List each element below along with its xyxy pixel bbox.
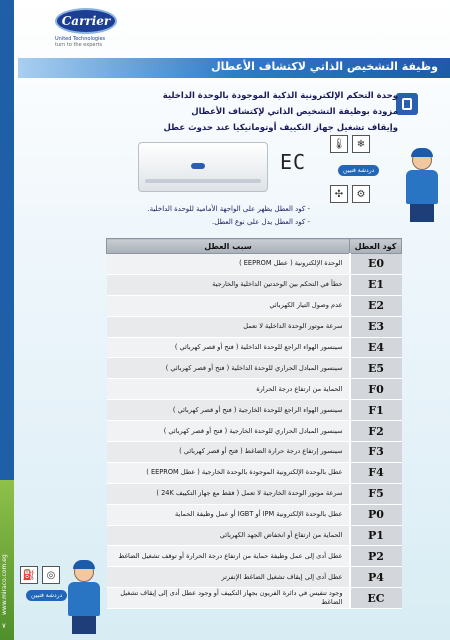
error-cause: سينسور الهواء الراجع للوحدة الداخلية ( فتح أو قصر كهربائي ): [107, 337, 350, 358]
error-cause: الحماية من ارتفاع درجة الحرارة: [107, 379, 350, 400]
error-cause: سينسور المبادل الحراري للوحدة الخارجية ( فتح أو قصر كهربائي ): [107, 421, 350, 442]
compressor-icon: ⚙: [352, 185, 370, 203]
note-line: - كود العطل يدل على نوع العطل.: [212, 218, 310, 226]
error-code: F5: [350, 483, 402, 504]
table-row: [107, 400, 402, 421]
error-codes-table: [106, 238, 402, 609]
table-row: [107, 588, 402, 609]
refrigerant-icon: ⛽: [20, 566, 38, 584]
table-row: [107, 525, 402, 546]
error-code: P2: [350, 546, 402, 567]
error-cause: الحماية من ارتفاع أو انخفاض الجهد الكهربائي: [107, 525, 350, 546]
error-code: E1: [350, 274, 402, 295]
table-row: [107, 295, 402, 316]
error-cause: خطأ في التحكم بين الوحدتين الداخلية والخارجية: [107, 274, 350, 295]
title-bar: [18, 58, 450, 78]
intro-line: وحدة التحكم الإلكترونية الذكية الموجودة بالوحدة الداخلية: [162, 91, 398, 101]
error-code: P1: [350, 525, 402, 546]
intro-paragraph: [98, 88, 398, 136]
error-code: P0: [350, 504, 402, 525]
error-code: P4: [350, 567, 402, 588]
logo-subtitle: United Technologies: [55, 36, 106, 42]
table-row: [107, 442, 402, 463]
thermometer-icon: 🌡: [330, 135, 348, 153]
table-row: [107, 462, 402, 483]
error-cause: عطل أدى إلى عمل وظيفة حماية من ارتفاع درجة الحرارة أو توقف تشغيل الضاغط: [107, 546, 350, 567]
table-row: [107, 358, 402, 379]
error-code: F4: [350, 462, 402, 483]
indoor-unit-illustration: [138, 142, 268, 192]
error-cause: سينسور إرتفاع درجة حرارة الضاغط ( فتح أو قصر كهربائي ): [107, 442, 350, 463]
table-row: [107, 483, 402, 504]
diagnostic-icons: [330, 135, 402, 225]
error-code: E3: [350, 316, 402, 337]
table-row: [107, 379, 402, 400]
page-title: وظيفة التشخيص الذاتي لاكتشاف الأعطال: [211, 60, 438, 73]
carrier-logo: [55, 8, 135, 52]
error-cause: سينسور المبادل الحراري للوحدة الداخلية ( فتح أو قصر كهربائي ): [107, 358, 350, 379]
unit-vent: [145, 179, 261, 183]
table-row: [107, 254, 402, 275]
error-code-display: EC: [280, 150, 307, 174]
notes: [147, 203, 310, 229]
error-code: F3: [350, 442, 402, 463]
washer-icon: ◎: [42, 566, 60, 584]
error-code: F0: [350, 379, 402, 400]
error-code: F1: [350, 400, 402, 421]
table-row: [107, 421, 402, 442]
technician-illustration-bottom: [20, 560, 102, 636]
error-cause: الوحدة الإلكترونية ( عطل EEPROM ): [107, 254, 350, 275]
error-code: F2: [350, 421, 402, 442]
snowflake-icon: ❄: [352, 135, 370, 153]
chat-badge-top: دردشة فنيين: [338, 165, 379, 176]
table-header-row: [107, 239, 402, 254]
error-cause: عطل أدى إلى إيقاف تشغيل الضاغط الإنفرتر: [107, 567, 350, 588]
header-code: كود العطل: [350, 239, 402, 254]
table-row: [107, 504, 402, 525]
error-cause: عدم وصول التيار الكهربائي: [107, 295, 350, 316]
note-line: - كود العطل يظهر على الواجهة الأمامية للوحدة الداخلية.: [147, 205, 310, 213]
error-code: E2: [350, 295, 402, 316]
error-code: E5: [350, 358, 402, 379]
table-row: [107, 546, 402, 567]
error-code: EC: [350, 588, 402, 609]
page-number: ٧: [2, 622, 6, 630]
unit-logo: [191, 163, 205, 169]
logo-tagline: turn to the experts: [55, 42, 103, 48]
error-cause: سرعة موتور الوحدة الداخلية لا تعمل: [107, 316, 350, 337]
table-row: [107, 274, 402, 295]
table-row: [107, 316, 402, 337]
technician-illustration-top: [402, 150, 442, 222]
website-url[interactable]: www.miraco.com.eg: [1, 554, 8, 616]
error-cause: عطل بالوحدة الإلكترونية الموجودة بالوحدة الخارجية ( عطل EEPROM ): [107, 462, 350, 483]
error-cause: وجود تنفيس في دائرة الفريون بجهاز التكييف أو وجود عطل أدى إلى إيقاف تشغيل الضاغط: [107, 588, 350, 609]
header-cause: سبب العطل: [107, 239, 350, 254]
fan-icon: ✣: [330, 185, 348, 203]
intro-line: وإيقاف تشغيل جهاز التكييف أوتوماتيكيا عند حدوث عطل: [163, 123, 398, 133]
logo-mark: Carrier: [55, 8, 117, 34]
error-cause: عطل بالوحدة الإلكترونية IPM أو IGBT أو عمل وظيفة الحماية: [107, 504, 350, 525]
table-row: [107, 567, 402, 588]
intro-line: مزودة بوظيفة التشخيص الذاتي لإكتشاف الأعطال: [191, 107, 398, 117]
error-code: E0: [350, 254, 402, 275]
table-row: [107, 337, 402, 358]
error-cause: سينسور الهواء الراجع للوحدة الخارجية ( فتح أو قصر كهربائي ): [107, 400, 350, 421]
chat-badge-bottom: دردشة فنيين: [26, 590, 67, 601]
remote-control-icon: [396, 93, 418, 115]
error-cause: سرعة موتور الوحدة الخارجية لا تعمل ( فقط مع جهاز التكييف 24K ): [107, 483, 350, 504]
error-code: E4: [350, 337, 402, 358]
